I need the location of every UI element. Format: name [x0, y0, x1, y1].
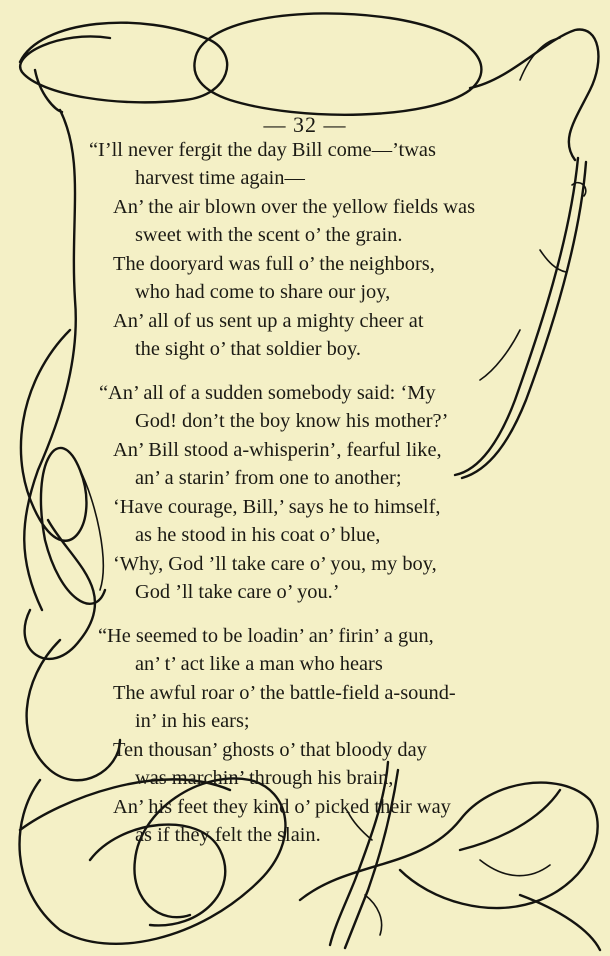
- poem-line: God! don’t the boy know his mother?’: [135, 410, 449, 432]
- poem-line: “An’ all of a sudden somebody said: ‘My: [99, 382, 436, 404]
- poem-line: An’ Bill stood a-whisperin’, fearful like,: [113, 439, 442, 461]
- poem-line: an’ a starin’ from one to another;: [135, 467, 402, 489]
- poem-line: Ten thousan’ ghosts o’ that bloody day: [113, 739, 427, 761]
- poem-line: as if they felt the slain.: [135, 824, 321, 846]
- poem-line: “I’ll never fergit the day Bill come—’twas: [89, 139, 436, 161]
- poem-line: harvest time again—: [135, 167, 305, 189]
- poem-line: ‘Why, God ’ll take care o’ you, my boy,: [113, 553, 437, 575]
- poem-line: An’ all of us sent up a mighty cheer at: [113, 310, 424, 332]
- poem-line: An’ his feet they kind o’ picked their way: [113, 796, 451, 818]
- poem-line: an’ t’ act like a man who hears: [135, 653, 383, 675]
- poem-line: The dooryard was full o’ the neighbors,: [113, 253, 435, 275]
- poem-line: sweet with the scent o’ the grain.: [135, 224, 403, 246]
- poem-line: in’ in his ears;: [135, 710, 250, 732]
- poem-line: “He seemed to be loadin’ an’ firin’ a gun,: [98, 625, 434, 647]
- poem-line: was marchin’ through his brain,: [135, 767, 394, 789]
- poem-line: An’ the air blown over the yellow fields was: [113, 196, 476, 218]
- page-number: — 32 —: [263, 112, 347, 137]
- poem-line: ‘Have courage, Bill,’ says he to himself,: [113, 496, 441, 518]
- poem-line: as he stood in his coat o’ blue,: [135, 524, 381, 546]
- poem-line: God ’ll take care o’ you.’: [135, 581, 340, 603]
- poem-line: The awful roar o’ the battle-field a-sound-: [113, 682, 456, 704]
- poem-line: the sight o’ that soldier boy.: [135, 338, 361, 360]
- poem-line: who had come to share our joy,: [135, 281, 391, 303]
